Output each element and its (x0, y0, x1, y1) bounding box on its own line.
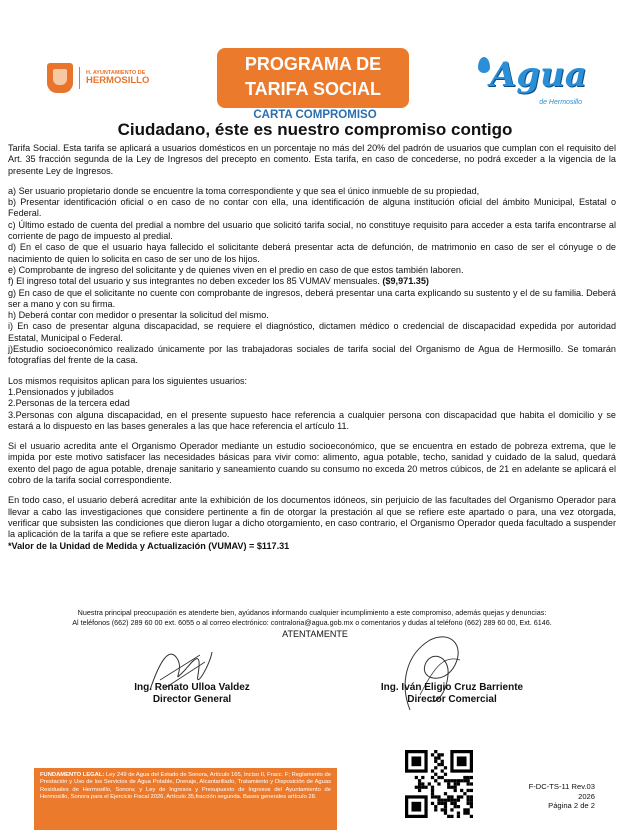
qr-code-icon (405, 750, 473, 818)
requirement-j: j)Estudio socioeconómico realizado únicamente por las trabajadoras sociales de tarifa social del Organismo de Agua de Hermosillo. Se tomarán fotografías del frente de la casa. (8, 344, 616, 366)
document-code: F-DC-TS-11 Rev.03 (528, 782, 595, 791)
legal-basis-box (34, 768, 337, 830)
vumav-value: *Valor de la Unidad de Medida y Actualización (VUMAV) = $117.31 (8, 540, 290, 551)
user-type-1: 1.Pensionados y jubilados (8, 386, 114, 397)
logo-line-1: H. AYUNTAMIENTO DE (86, 69, 146, 76)
municipal-shield-icon (47, 63, 73, 93)
right-signatory-title: Director Comercial (407, 694, 497, 705)
requirement-h: h) Deberá contar con medidor o presentar la solicitud del mismo. (8, 310, 269, 321)
banner-line-1: PROGRAMA DE (244, 54, 382, 74)
logo-line-2: HERMOSILLO (86, 74, 150, 86)
requirement-b: b) Presentar identificación oficial o en caso de no contar con ella, una identificación de alguna institución oficial del ámbito Municipal, Estatal o Federal. (8, 197, 616, 219)
legal-basis-label: FUNDAMENTO LEGAL: (40, 772, 105, 778)
municipality-logo (47, 62, 197, 94)
left-signatory (112, 682, 272, 706)
water-drop-icon (478, 57, 490, 73)
logo-divider (79, 67, 80, 89)
requirement-f-amount: ($9,971.35) (382, 276, 429, 287)
legal-basis-text: Ley 249 de Agua del Estado de Sonora, Artículo 165, Inciso II, Fracc. F; Reglamento de Prestación y Uso de los Servicios de Agua Potable, Drenaje, Alcantarillado, Tratamiento y Disposición de Aguas Residuales de Hermosillo, Sonora; y Ley de Ingresos y Presupuesto de Ingresos del Ayuntamiento de Hermosillo, Sonora para el Ejercicio Fiscal 2026, Artículo 35,fracción segunda. Bases generales artículo 28. (40, 772, 331, 801)
requirement-g: g) En caso de que el solicitante no cuente con comprobante de ingresos, deberá presentar una carta explicando su sustento y el de su familia. Deberá ser a mano y con su firma. (8, 287, 616, 309)
requirement-e: e) Comprobante de ingreso del solicitante y de quienes viven en el predio en caso de que estos también laboren. (8, 264, 464, 275)
user-type-2: 2.Personas de la tercera edad (8, 398, 130, 409)
contact-notice (8, 608, 616, 627)
closing-word: ATENTAMENTE (282, 629, 348, 639)
requirement-f (8, 276, 616, 287)
agua-logo-text: Agua (490, 55, 587, 95)
document-body (8, 143, 616, 552)
notice-line-1: Nuestra principal preocupación es atenderte bien, ayúdanos informando cualquier incumplimiento a este compromiso, además quejas y denuncias: (77, 608, 547, 617)
agua-logo-subtitle: de Hermosillo (539, 99, 582, 106)
document-reference (515, 782, 595, 811)
requirement-d: d) En el caso de que el usuario haya fallecido el solicitante deberá presentar acta de defunción, de matrimonio en caso de ser el cónyuge o de nacimiento de quien lo solicita en caso de ser uno de los hijos. (8, 242, 616, 264)
user-type-3: 3.Personas con alguna discapacidad, en el presente supuesto hace referencia a cualquier persona con discapacidad que habita el domicilio y se estará a lo dispuesto en las bases generales a las que hace referencia el artículo 11. (8, 409, 616, 431)
users-intro: Los mismos requisitos aplican para los siguientes usuarios: (8, 375, 248, 386)
right-signatory-name: Ing. Iván Eligio Cruz Barriente (380, 682, 524, 693)
intro-paragraph: Tarifa Social. Esta tarifa se aplicará a usuarios domésticos en un porcentaje no más del 20% del padrón de usuarios que cumplan con el requisito del Art. 35 fracción segunda de la Ley de Ingresos del precepto en comento. Esta tarifa, en caso de concederse, no podrá exceder a la vigencia de la presente Ley de Ingresos. (8, 143, 616, 176)
documents-paragraph: En todo caso, el usuario deberá acreditar ante la exhibición de los documentos idóneos, sin perjuicio de las facultades del Organismo Operador para llevar a cabo las investigaciones que considere pertinente a fin de otorgar la prestación al que se refiere este apartado o para, una vez otorgada, verificar que subsisten las condiciones que dieron lugar a dicho otorgamiento, en caso contrario, el Organismo Operador queda facultado a suspender la aplicación de la tarifa a que se refiere este apartado. (8, 495, 616, 540)
requirement-c: c) Último estado de cuenta del predial a nombre del usuario que solicitó tarifa social, no constituye requisito para acceder a esta tarifa encontrarse al corriente de pago de impuesto al predial. (8, 219, 616, 242)
requirement-i: i) En caso de presentar alguna discapacidad, se requiere el diagnóstico, dictamen médico o credencial de discapacidad expedida por autoridad Estatal, Municipal o Federal. (8, 321, 616, 343)
requirement-f-text: f) El ingreso total del usuario y sus integrantes no deben exceder los 85 VUMAV mensuales. (8, 276, 380, 287)
requirement-a: a) Ser usuario propietario donde se encuentre la toma correspondiente y que sea el único inmueble de su propiedad, (8, 185, 480, 196)
page-number: Página 2 de 2 (548, 801, 595, 810)
poverty-paragraph: Si el usuario acredita ante el Organismo Operador mediante un estudio socioeconómico, que se encuentra en estado de pobreza extrema, que le impida por este motivo satisfacer las necesidades básicas para vivir como: alimento, agua potable, techo, sanidad y cuidado de la salud, quedará exento del pago de agua potable, drenaje sanitario y saneamiento cuando su consumo no exceda 20 metros cúbicos, de 21 en adelante se aplicará el cobro de la tarifa social correspondiente. (8, 441, 616, 486)
banner-line-2: TARIFA SOCIAL (245, 79, 381, 99)
left-signatory-title: Director General (152, 694, 232, 705)
left-signatory-name: Ing. Renato Ulloa Valdez (134, 682, 250, 693)
right-signatory (362, 682, 542, 706)
notice-line-2: Al teléfonos (662) 289 60 00 ext. 6055 o al correo electrónico: contraloria@agua.gob.mx o comentarios y dudas al teléfono (662) 289 60 00, Ext. 6146. (72, 617, 552, 627)
document-subtitle: CARTA COMPROMISO (253, 109, 377, 121)
page-title: Ciudadano, éste es nuestro compromiso contigo (117, 120, 513, 139)
program-banner (217, 48, 409, 108)
document-year: 2026 (578, 791, 595, 801)
agua-logo (480, 55, 590, 110)
